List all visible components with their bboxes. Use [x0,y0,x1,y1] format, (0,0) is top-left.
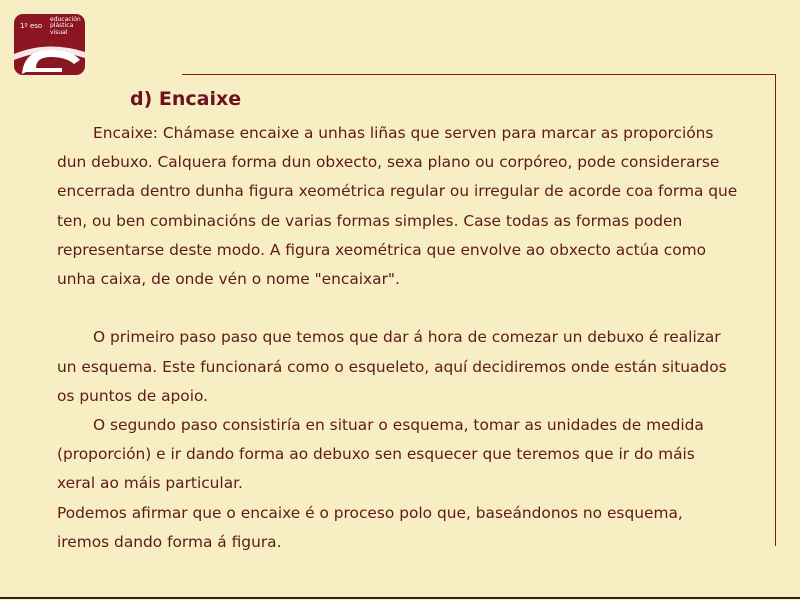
frame-top-border [182,74,775,75]
text-line: xeral ao máis particular. [57,474,243,493]
text-line: Encaixe: Chámase encaixe a unhas liñas que serven para marcar as proporcións [93,124,714,142]
paragraph-definition [57,119,774,294]
text-line: representarse deste modo. A figura xeométrica que envolve ao obxecto actúa como [57,240,707,259]
paragraph-second-step [57,411,774,499]
text-line: unha caixa, de onde vén o nome "encaixar". [57,270,400,289]
bottom-divider [0,597,800,599]
text-line: O segundo paso consistiría en situar o esquema, tomar as unidades de medida [93,416,704,435]
text-line: dun debuxo. Calquera forma dun obxecto, sexa plano ou corpóreo, pode considerarse [57,153,720,172]
logo-subject-line: visual [50,28,68,36]
frame-right-border [775,74,776,546]
text-line: (proporción) e ir dando forma ao debuxo sen esquecer que teremos que ir do máis [57,445,695,464]
logo-subject-line: plástica [50,22,74,30]
body-text [57,119,774,557]
paragraph-first-step [57,323,774,411]
text-line: os puntos de apoio. [57,386,209,405]
paragraph-spacer [57,294,774,323]
text-line: un esquema. Este funcionará como o esqueleto, aquí decidiremos onde están situados [57,357,727,376]
logo-subject [50,17,84,36]
text-line: iremos dando forma á figura. [57,532,282,551]
paragraph-conclusion [57,499,774,557]
logo-subject-line: educación [50,16,81,23]
logo-badge [14,14,85,75]
logo-grade: 1º eso [20,22,43,30]
text-line: O primeiro paso paso que temos que dar á hora de comezar un debuxo é realizar [93,328,721,347]
text-line: encerrada dentro dunha figura xeométrica regular ou irregular de acorde coa forma que [57,182,738,201]
text-line: Podemos afirmar que o encaixe é o proceso polo que, baseándonos no esquema, [57,503,683,522]
page-title: d) Encaixe [130,88,242,110]
text-line: ten, ou ben combinacións de varias formas simples. Case todas as formas poden [57,211,683,230]
